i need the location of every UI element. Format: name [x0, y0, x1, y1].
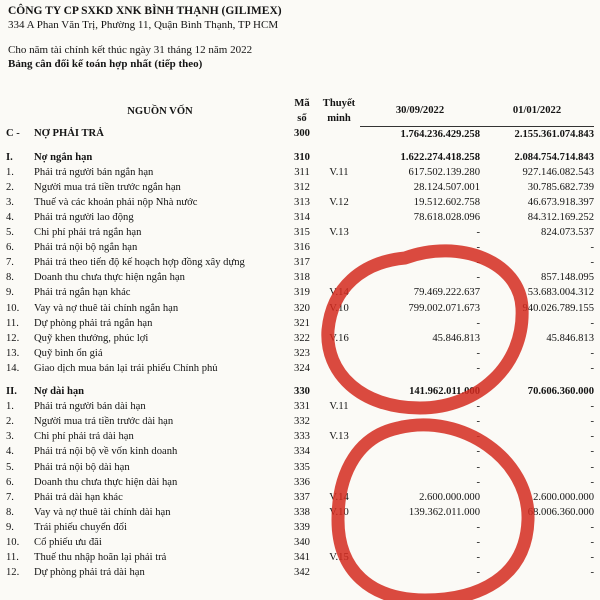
table-row — [6, 240, 594, 255]
table-row — [6, 505, 594, 520]
cell-v1: 139.362.011.000 — [408, 506, 480, 518]
cell-v1: - — [476, 416, 480, 428]
cell-code: 320 — [294, 302, 310, 314]
cell-idx: 14. — [6, 362, 20, 374]
cell-v2: 2.155.361.074.843 — [514, 128, 594, 140]
cell-name: Dự phòng phải trả ngắn hạn — [34, 317, 153, 329]
cell-code: 322 — [294, 332, 310, 344]
cell-v1: 45.846.813 — [432, 332, 480, 344]
cell-v2: 2.600.000.000 — [533, 491, 594, 503]
cell-name: Người mua trả tiền trước dài hạn — [34, 416, 174, 428]
spacer-cell — [318, 376, 360, 384]
cell-idx: 1. — [6, 166, 14, 178]
table-row — [6, 429, 594, 444]
cell-code: 337 — [294, 491, 310, 503]
cell-v2: - — [590, 552, 594, 564]
cell-idx: 7. — [6, 491, 14, 503]
table-row — [6, 459, 594, 474]
cell-name: NỢ PHẢI TRẢ — [34, 128, 104, 140]
cell-name: Phải trả theo tiến độ kế hoạch hợp đồng xây dựng — [34, 257, 245, 269]
cell-name: Chi phí phải trả dài hạn — [34, 431, 134, 443]
cell-v2: 927.146.082.543 — [522, 166, 594, 178]
cell-idx: 3. — [6, 196, 14, 208]
balance-sheet-table — [6, 96, 594, 580]
cell-code: 311 — [294, 166, 310, 178]
cell-v2: 2.084.754.714.843 — [514, 151, 594, 163]
table-row — [6, 399, 594, 414]
cell-idx: 11. — [6, 317, 19, 329]
cell-idx: 12. — [6, 332, 20, 344]
table-row — [6, 126, 594, 142]
cell-note: V.16 — [329, 332, 349, 344]
table-row — [6, 475, 594, 490]
cell-code: 332 — [294, 416, 310, 428]
cell-code: 315 — [294, 227, 310, 239]
cell-name: Nợ ngắn hạn — [34, 151, 93, 163]
cell-idx: II. — [6, 386, 17, 398]
cell-v1: - — [476, 401, 480, 413]
cell-v1: 141.962.011.000 — [409, 386, 480, 398]
cell-name: Dự phòng phải trả dài hạn — [34, 567, 145, 579]
cell-v1: - — [476, 536, 480, 548]
cell-v1: 617.502.139.280 — [408, 166, 480, 178]
cell-name: Vay và nợ thuê tài chính dài hạn — [34, 506, 171, 518]
cell-v1: 799.002.071.673 — [408, 302, 480, 314]
company-address: 334 A Phan Văn Trị, Phường 11, Quận Bình Thạnh, TP HCM — [8, 19, 279, 31]
spacer-cell — [6, 376, 34, 384]
spacer-cell — [6, 142, 34, 150]
table-row — [6, 565, 594, 580]
cell-idx: 6. — [6, 476, 14, 488]
spacer-cell — [480, 142, 594, 150]
statement-title: Bảng cân đối kế toán hợp nhất (tiếp theo) — [8, 58, 203, 70]
cell-code: 338 — [294, 506, 310, 518]
header-code-line1: Mã — [294, 98, 310, 109]
cell-v1: 1.622.274.418.258 — [400, 151, 480, 163]
table-row — [6, 210, 594, 225]
cell-name: Phải trả người lao động — [34, 212, 134, 224]
cell-note: V.11 — [329, 401, 349, 413]
cell-code: 340 — [294, 536, 310, 548]
table-body — [6, 126, 594, 580]
cell-code: 316 — [294, 242, 310, 254]
cell-idx: 10. — [6, 302, 20, 314]
cell-note: V.11 — [329, 166, 349, 178]
document-header — [8, 4, 588, 72]
cell-v2: - — [590, 242, 594, 254]
cell-idx: 6. — [6, 242, 14, 254]
fiscal-period: Cho năm tài chính kết thúc ngày 31 tháng 12 năm 2022 — [8, 44, 253, 56]
cell-name: Phải trả ngắn hạn khác — [34, 287, 131, 299]
cell-code: 330 — [294, 386, 310, 398]
cell-idx: 2. — [6, 416, 14, 428]
cell-v1: - — [476, 552, 480, 564]
cell-v1: - — [476, 521, 480, 533]
cell-code: 342 — [294, 567, 310, 579]
cell-note — [318, 270, 360, 285]
spacer-cell — [286, 142, 318, 150]
table-row — [6, 535, 594, 550]
cell-code: 317 — [294, 257, 310, 269]
cell-code: 310 — [294, 151, 310, 163]
cell-v2: - — [590, 567, 594, 579]
cell-name: Phải trả nội bộ ngắn hạn — [34, 242, 138, 254]
cell-idx: 3. — [6, 431, 14, 443]
header-code — [286, 96, 318, 126]
cell-name: Giao dịch mua bán lại trái phiếu Chính phủ — [34, 362, 218, 374]
spacer-cell — [360, 376, 480, 384]
cell-note — [318, 240, 360, 255]
cell-name: Quỹ khen thưởng, phúc lợi — [34, 332, 149, 344]
table-row — [6, 165, 594, 180]
cell-v2: - — [590, 536, 594, 548]
cell-v2: - — [590, 431, 594, 443]
cell-code: 314 — [294, 212, 310, 224]
cell-code: 334 — [294, 446, 310, 458]
table-row — [6, 316, 594, 331]
cell-code: 324 — [294, 362, 310, 374]
cell-v2: - — [590, 476, 594, 488]
cell-name: Người mua trả tiền trước ngắn hạn — [34, 181, 181, 193]
cell-v1: - — [476, 476, 480, 488]
header-code-line2: số — [297, 113, 307, 124]
cell-v1: - — [476, 317, 480, 329]
cell-note: V.14 — [329, 287, 349, 299]
cell-code: 341 — [294, 552, 310, 564]
cell-v2: - — [590, 446, 594, 458]
cell-note — [318, 255, 360, 270]
cell-v2: 53.683.004.312 — [527, 287, 594, 299]
cell-v1: 1.764.236.429.258 — [400, 128, 480, 140]
section-spacer — [6, 142, 594, 150]
table-row — [6, 255, 594, 270]
table-row — [6, 444, 594, 459]
cell-note — [318, 535, 360, 550]
spacer-cell — [34, 142, 286, 150]
cell-idx: 7. — [6, 257, 14, 269]
header-note-line2: minh — [327, 113, 351, 124]
cell-note — [318, 346, 360, 361]
table-row — [6, 414, 594, 429]
table-row — [6, 225, 594, 240]
cell-name: Phải trả người bán dài hạn — [34, 401, 146, 413]
cell-note — [318, 565, 360, 580]
cell-code: 313 — [294, 196, 310, 208]
cell-v1: 78.618.028.096 — [413, 212, 480, 224]
table-row — [6, 195, 594, 210]
cell-v1: 79.469.222.637 — [413, 287, 480, 299]
cell-code: 339 — [294, 521, 310, 533]
cell-note: V.15 — [329, 552, 349, 564]
cell-note — [318, 444, 360, 459]
table-row — [6, 346, 594, 361]
cell-v2: 45.846.813 — [546, 332, 594, 344]
cell-note — [318, 384, 360, 399]
cell-note: V.13 — [329, 431, 349, 443]
header-date-1: 30/09/2022 — [360, 96, 480, 126]
cell-idx: 5. — [6, 227, 14, 239]
table-row — [6, 180, 594, 195]
spacer-cell — [286, 376, 318, 384]
table-row — [6, 520, 594, 535]
cell-v2: 824.073.537 — [541, 227, 594, 239]
cell-code: 321 — [294, 317, 310, 329]
cell-v2: 70.606.360.000 — [527, 386, 594, 398]
table-row — [6, 550, 594, 565]
table-row — [6, 270, 594, 285]
cell-idx: I. — [6, 151, 13, 163]
cell-name: Thuế và các khoản phải nộp Nhà nước — [34, 196, 198, 208]
cell-v2: 857.148.095 — [541, 272, 594, 284]
cell-v2: 30.785.682.739 — [527, 181, 594, 193]
cell-v2: - — [590, 401, 594, 413]
cell-name: Thuế thu nhập hoãn lại phải trả — [34, 552, 167, 564]
cell-v2: 940.026.789.155 — [522, 302, 594, 314]
cell-idx: 10. — [6, 536, 20, 548]
cell-note: V.10 — [329, 506, 349, 518]
spacer-cell — [318, 142, 360, 150]
table-row — [6, 384, 594, 399]
cell-idx: 11. — [6, 552, 19, 564]
cell-v1: 28.124.507.001 — [413, 181, 480, 193]
cell-code: 312 — [294, 181, 310, 193]
spacer-cell — [34, 376, 286, 384]
cell-code: 319 — [294, 287, 310, 299]
cell-idx: 8. — [6, 272, 14, 284]
cell-code: 318 — [294, 272, 310, 284]
cell-v1: - — [476, 431, 480, 443]
cell-v2: 68.006.360.000 — [527, 506, 594, 518]
header-note — [318, 96, 360, 126]
table-row — [6, 361, 594, 376]
cell-v2: - — [590, 521, 594, 533]
cell-name: Chi phí phải trả ngắn hạn — [34, 227, 142, 239]
cell-v2: - — [590, 416, 594, 428]
cell-v1: - — [476, 362, 480, 374]
header-source: NGUỒN VỐN — [127, 105, 193, 117]
cell-name: Cổ phiếu ưu đãi — [34, 536, 102, 548]
cell-note: V.10 — [329, 302, 349, 314]
cell-code: 336 — [294, 476, 310, 488]
cell-v1: - — [476, 227, 480, 239]
table-row — [6, 285, 594, 300]
cell-v2: - — [590, 347, 594, 359]
cell-name: Doanh thu chưa thực hiện dài hạn — [34, 476, 178, 488]
cell-idx: 5. — [6, 461, 14, 473]
cell-code: 300 — [294, 128, 310, 140]
cell-idx: 8. — [6, 506, 14, 518]
cell-note — [318, 361, 360, 376]
cell-name: Nợ dài hạn — [34, 386, 85, 398]
cell-v1: - — [476, 242, 480, 254]
cell-idx: 4. — [6, 446, 14, 458]
cell-note — [318, 210, 360, 225]
cell-v1: 2.600.000.000 — [419, 491, 480, 503]
spacer-cell — [480, 376, 594, 384]
cell-v2: 84.312.169.252 — [527, 212, 594, 224]
cell-idx: C - — [6, 128, 20, 140]
cell-idx: 13. — [6, 347, 20, 359]
cell-name: Vay và nợ thuê tài chính ngắn hạn — [34, 302, 179, 314]
cell-name: Trái phiếu chuyển đổi — [34, 521, 127, 533]
company-name: CÔNG TY CP SXKD XNK BÌNH THẠNH (GILIMEX) — [8, 5, 282, 17]
cell-note: V.12 — [329, 196, 349, 208]
cell-v1: - — [476, 461, 480, 473]
table-row — [6, 490, 594, 505]
cell-name: Phải trả nội bộ dài hạn — [34, 461, 130, 473]
cell-v1: - — [476, 446, 480, 458]
table-row — [6, 150, 594, 165]
cell-v2: - — [590, 317, 594, 329]
cell-v2: - — [590, 362, 594, 374]
cell-v1: 19.512.602.758 — [413, 196, 480, 208]
spacer-cell — [360, 142, 480, 150]
header-date-2: 01/01/2022 — [480, 96, 594, 126]
cell-v2: - — [590, 257, 594, 269]
cell-v1: - — [476, 272, 480, 284]
cell-name: Phải trả nội bộ về vốn kinh doanh — [34, 446, 178, 458]
cell-v2: 46.673.918.397 — [527, 196, 594, 208]
cell-idx: 9. — [6, 521, 14, 533]
cell-note — [318, 414, 360, 429]
table-header-row — [6, 96, 594, 126]
cell-code: 335 — [294, 461, 310, 473]
cell-v2: - — [590, 461, 594, 473]
cell-code: 323 — [294, 347, 310, 359]
cell-v1: - — [476, 567, 480, 579]
cell-idx: 2. — [6, 181, 14, 193]
section-spacer — [6, 376, 594, 384]
cell-code: 333 — [294, 431, 310, 443]
cell-note — [318, 459, 360, 474]
cell-v1: - — [476, 257, 480, 269]
cell-code: 331 — [294, 401, 310, 413]
cell-idx: 1. — [6, 401, 14, 413]
cell-name: Quỹ bình ổn giá — [34, 347, 103, 359]
cell-note: V.13 — [329, 227, 349, 239]
cell-idx: 9. — [6, 287, 14, 299]
cell-note — [318, 475, 360, 490]
header-note-line1: Thuyết — [322, 98, 356, 109]
cell-idx: 4. — [6, 212, 14, 224]
cell-note: V.14 — [329, 491, 349, 503]
cell-name: Doanh thu chưa thực hiện ngắn hạn — [34, 272, 185, 284]
header-index-cell — [6, 96, 34, 126]
cell-note — [318, 520, 360, 535]
table-row — [6, 301, 594, 316]
cell-note — [318, 126, 360, 142]
table-row — [6, 331, 594, 346]
cell-name: Phải trả người bán ngắn hạn — [34, 166, 154, 178]
cell-note — [318, 150, 360, 165]
cell-name: Phải trả dài hạn khác — [34, 491, 123, 503]
cell-note — [318, 316, 360, 331]
cell-note — [318, 180, 360, 195]
cell-v1: - — [476, 347, 480, 359]
cell-idx: 12. — [6, 567, 20, 579]
